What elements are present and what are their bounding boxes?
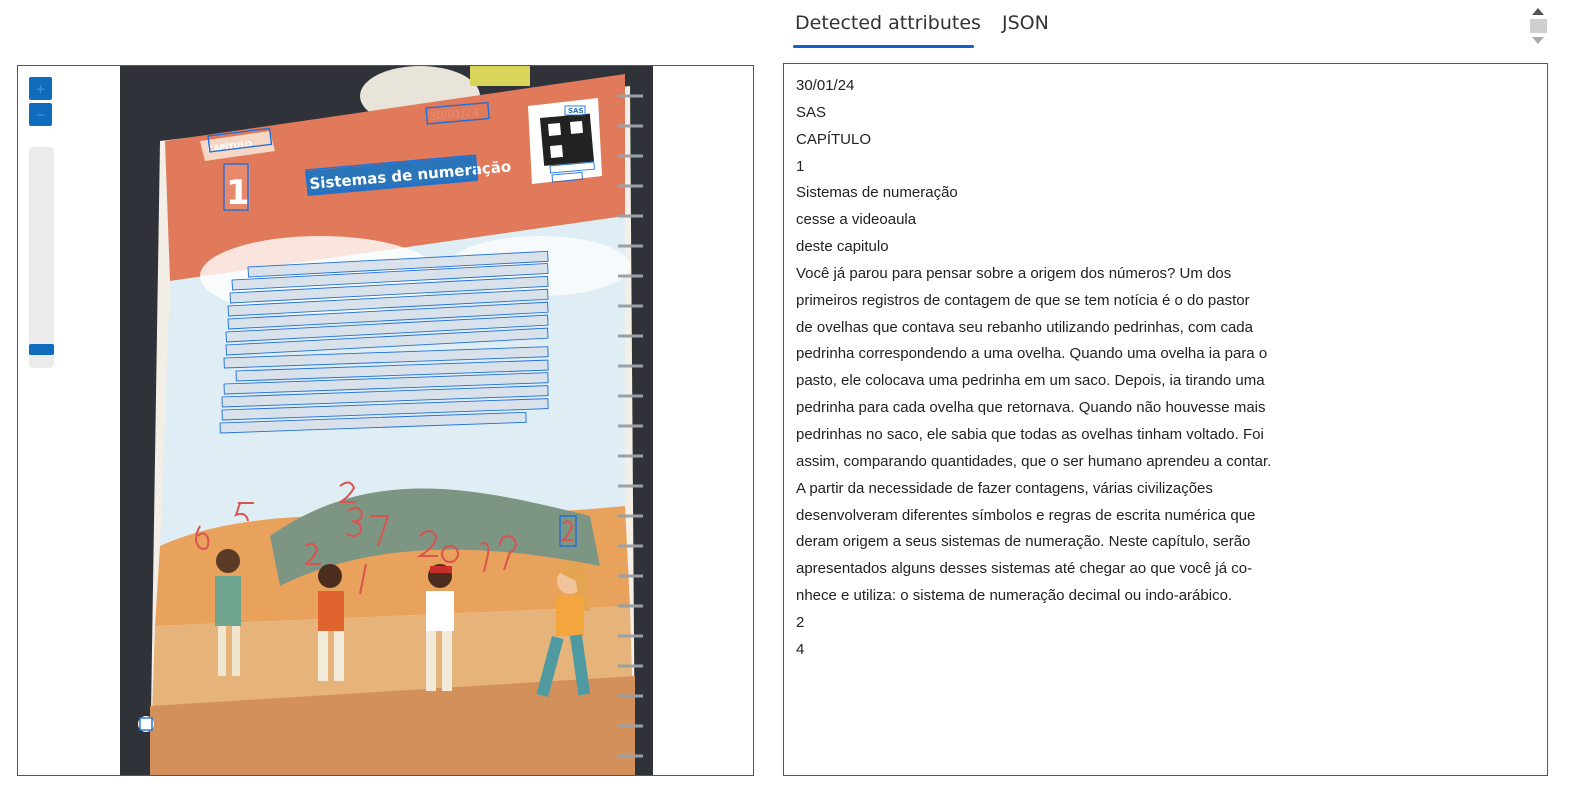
detected-line: pasto, ele colocava uma pedrinha em um saco. Depois, ia tirando uma bbox=[796, 372, 1265, 390]
tab-json[interactable]: JSON bbox=[1002, 12, 1049, 34]
detected-line: 1 bbox=[796, 157, 805, 175]
zoom-in-button[interactable] bbox=[29, 77, 52, 100]
chapter-label: CAPÍTULO bbox=[207, 139, 253, 154]
scroll-down-icon[interactable] bbox=[1532, 37, 1544, 44]
detected-line: pedrinha para cada ovelha que retornava. Quando não houvesse mais bbox=[796, 399, 1266, 417]
zoom-slider-handle[interactable] bbox=[29, 344, 54, 355]
detected-text-panel[interactable] bbox=[783, 63, 1548, 776]
image-viewer bbox=[17, 65, 754, 776]
detected-line: pedrinhas no saco, ele sabia que todas as ovelhas tinham voltado. Foi bbox=[796, 425, 1264, 443]
photo-illustration bbox=[120, 66, 653, 776]
detected-lines-list bbox=[796, 73, 1271, 664]
detected-line: nhece e utiliza: o sistema de numeração decimal ou indo-arábico. bbox=[796, 587, 1233, 605]
detected-line: 30/01/24 bbox=[796, 77, 855, 94]
active-tab-indicator bbox=[793, 45, 974, 48]
detected-line: assim, comparando quantidades, que o ser humano aprendeu a contar. bbox=[796, 452, 1272, 470]
detected-line: de ovelhas que contava seu rebanho utilizando pedrinhas, com cada bbox=[796, 318, 1253, 336]
detected-line: SAS bbox=[796, 103, 827, 121]
scroll-thumb[interactable] bbox=[1530, 19, 1547, 33]
detected-line: Sistemas de numeração bbox=[796, 184, 958, 202]
tab-scrollbar[interactable] bbox=[1528, 6, 1548, 48]
tab-detected-attributes[interactable]: Detected attributes bbox=[795, 12, 981, 34]
detected-line: deste capitulo bbox=[796, 238, 889, 256]
detected-line: 4 bbox=[796, 640, 805, 658]
chapter-title: Sistemas de numeração bbox=[308, 157, 512, 193]
detected-line: desenvolveram diferentes símbolos e regras de escrita numérica que bbox=[796, 506, 1256, 524]
detected-line: CAPÍTULO bbox=[796, 130, 872, 148]
detected-line: 2 bbox=[796, 613, 805, 631]
handwritten-date: 30/01/24 bbox=[429, 105, 480, 123]
zoom-out-button[interactable] bbox=[29, 103, 52, 126]
detected-line: apresentados alguns desses sistemas até chegar ao que você já co- bbox=[796, 560, 1253, 578]
detected-line: Você já parou para pensar sobre a origem dos números? Um dos bbox=[796, 264, 1232, 282]
plus-icon: + bbox=[35, 81, 46, 96]
document-photo bbox=[120, 66, 653, 776]
detected-line: deram origem a seus sistemas de numeração. Neste capítulo, serão bbox=[796, 533, 1251, 551]
detected-line: primeiros registros de contagem de que se tem notícia é o do pastor bbox=[796, 291, 1250, 309]
detected-line: cesse a videoaula bbox=[796, 211, 917, 229]
minus-icon: − bbox=[35, 107, 46, 122]
qr-label: SAS bbox=[568, 107, 584, 115]
zoom-slider[interactable] bbox=[29, 147, 54, 368]
scroll-up-icon[interactable] bbox=[1532, 8, 1544, 15]
detected-line: pedrinha correspondendo a uma ovelha. Quando uma ovelha ia para o bbox=[796, 345, 1268, 363]
detected-line: A partir da necessidade de fazer contagens, várias civilizações bbox=[796, 479, 1213, 497]
chapter-number: 1 bbox=[226, 173, 250, 213]
